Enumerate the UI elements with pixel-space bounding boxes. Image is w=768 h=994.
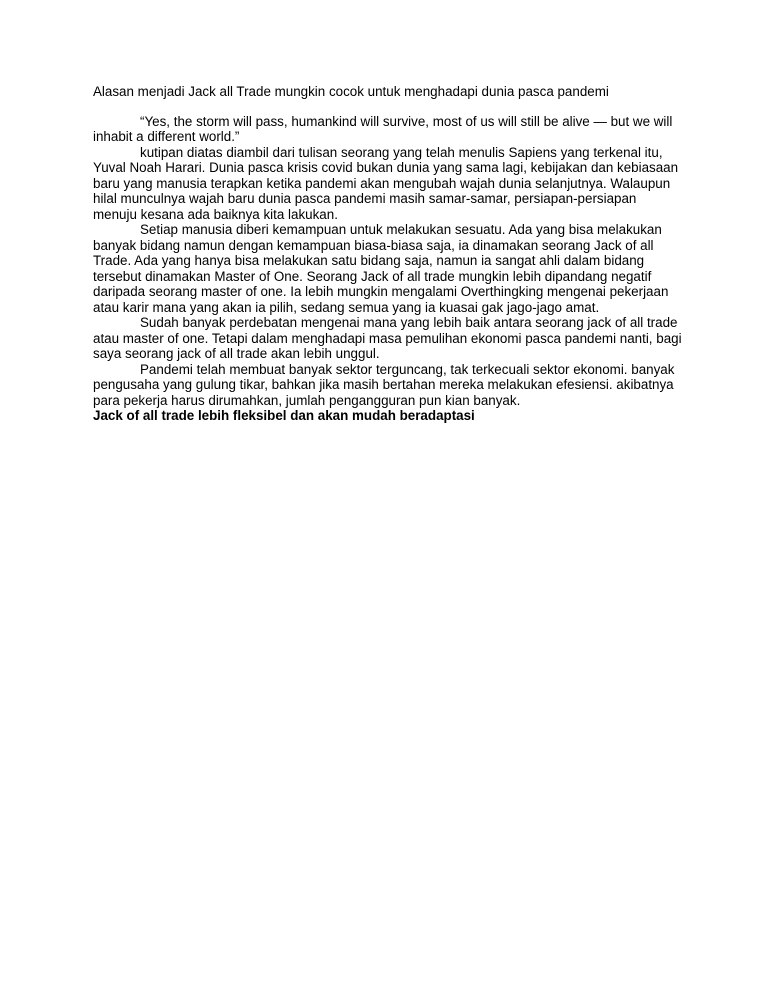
document-title: Alasan menjadi Jack all Trade mungkin cocok untuk menghadapi dunia pasca pandemi xyxy=(93,84,609,99)
document-page xyxy=(93,84,683,424)
paragraph-debate: Sudah banyak perdebatan mengenai mana yang lebih baik antara seorang jack of all trade atau master of one. Tetapi dalam menghadapi masa pemulihan ekonomi pasca pandemi nanti, bagi saya seorang jack of all trade akan lebih unggul. xyxy=(93,315,682,361)
section-heading: Jack of all trade lebih fleksibel dan akan mudah beradaptasi xyxy=(93,408,475,423)
paragraph-quote: “Yes, the storm will pass, humankind will survive, most of us will still be alive — but we will inhabit a different world.” xyxy=(93,113,673,144)
paragraph-pandemic: Pandemi telah membuat banyak sektor terguncang, tak terkecuali sektor ekonomi. banyak pengusaha yang gulung tikar, bahkan jika masih bertahan mereka melakukan efesiensi. akibatnya para pekerja harus dirumahkan, jumlah pengangguran pun kian banyak. xyxy=(93,361,675,408)
paragraph-intro: kutipan diatas diambil dari tulisan seorang yang telah menulis Sapiens yang terkenal itu, Yuval Noah Harari. Dunia pasca krisis covid bukan dunia yang sama lagi, kebijakan dan kebiasaan baru yang manusia terapkan ketika pandemi akan mengubah wajah dunia selanjutnya. Walaupun hilal munculnya wajah baru dunia pasca pandemi masih samar-samar, persiapan-persiapan menuju kesana ada baiknya kita lakukan. xyxy=(93,144,679,222)
paragraph-definition: Setiap manusia diberi kemampuan untuk melakukan sesuatu. Ada yang bisa melakukan banyak bidang namun dengan kemampuan biasa-biasa saja, ia dinamakan seorang Jack of all Trade. Ada yang hanya bisa melakukan satu bidang saja, namun ia sangat ahli dalam bidang tersebut dinamakan Master of One. Seorang Jack of all trade mungkin lebih dipandang negatif daripada seorang master of one. Ia lebih mungkin mengalami Overthingking mengenai pekerjaan atau karir mana yang akan ia pilih, sedang semua yang ia kuasai gak jago-jago amat. xyxy=(93,222,669,315)
